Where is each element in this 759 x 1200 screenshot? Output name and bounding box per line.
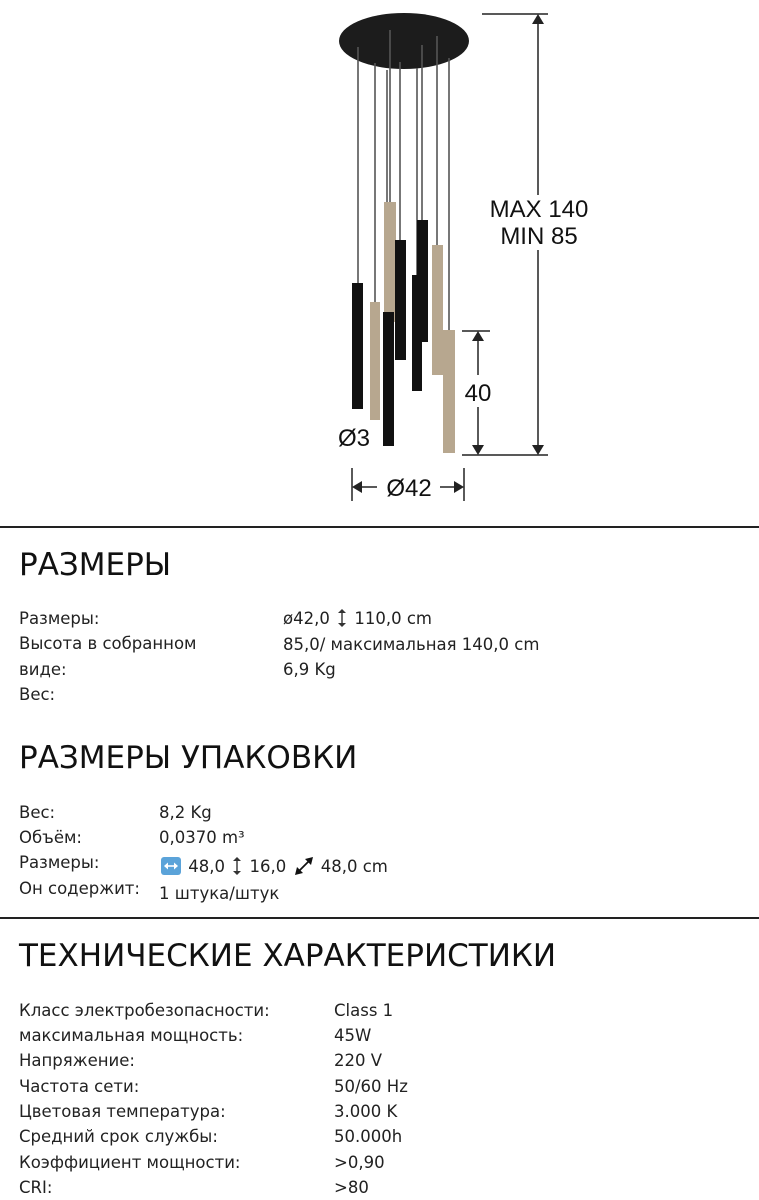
pkg-label-weight: Вес: (19, 803, 56, 822)
tech-value: Class 1 (334, 1001, 394, 1020)
pendant-lamp-drawing (0, 0, 759, 520)
width-arrow-icon (161, 857, 181, 875)
package-title: РАЗМЕРЫ УПАКОВКИ (19, 740, 358, 776)
dim-label-height: Высота в собранном (19, 634, 197, 653)
dim-label-size: Размеры: (19, 609, 100, 628)
tech-label: максимальная мощность: (19, 1026, 244, 1045)
tube-gold (432, 245, 443, 375)
tech-value: 220 V (334, 1051, 383, 1070)
tube-gold (384, 202, 396, 322)
dim-value-weight: 6,9 Kg (283, 660, 336, 679)
depth-arrow-icon (294, 857, 314, 875)
technical-title: ТЕХНИЧЕСКИЕ ХАРАКТЕРИСТИКИ (19, 938, 557, 974)
height-arrow-icon (337, 609, 347, 627)
tech-label: Напряжение: (19, 1051, 135, 1070)
tube-black (352, 283, 363, 409)
tube-length-label: 40 (464, 380, 492, 407)
tube-gold (443, 330, 455, 453)
size-diameter: ø42,0 (283, 609, 330, 628)
tech-value: >0,90 (334, 1153, 385, 1172)
size-height: 110,0 cm (354, 609, 432, 628)
tech-label: Цветовая температура: (19, 1102, 226, 1121)
tech-label: Класс электробезопасности: (19, 1001, 270, 1020)
height-label-max: MAX 140 (489, 196, 589, 223)
pkg-value-size (159, 854, 388, 879)
tech-value: 50.000h (334, 1127, 403, 1146)
pkg-value-volume: 0,0370 m³ (159, 828, 245, 847)
pkg-size-width: 48,0 (188, 857, 225, 876)
pkg-label-size: Размеры: (19, 853, 100, 872)
pkg-label-contains: Он содержит: (19, 879, 140, 898)
dimensions-title: РАЗМЕРЫ (19, 547, 172, 583)
divider (0, 526, 759, 528)
dim-label-weight: Вес: (19, 685, 56, 704)
pkg-value-weight: 8,2 Kg (159, 803, 212, 822)
height-arrow-icon (232, 857, 242, 875)
tech-label: Средний срок службы: (19, 1127, 218, 1146)
tube-gold (370, 302, 380, 420)
tech-value: 3.000 K (334, 1102, 398, 1121)
tube-black (412, 275, 422, 391)
pkg-size-height: 16,0 (249, 857, 287, 876)
tube-black (383, 312, 394, 446)
canopy-diameter-label: Ø42 (386, 475, 432, 502)
pkg-size-depth: 48,0 cm (320, 857, 388, 876)
height-label-min: MIN 85 (500, 223, 578, 250)
tech-label: Частота сети: (19, 1077, 140, 1096)
pendant-tubes (352, 202, 455, 453)
tube-diameter-label: Ø3 (338, 425, 371, 452)
tube-black (395, 240, 406, 360)
tech-label: Коэффициент мощности: (19, 1153, 241, 1172)
dim-label-height-cont: виде: (19, 660, 67, 679)
tech-value: >80 (334, 1178, 369, 1197)
dim-value-height: 85,0/ максимальная 140,0 cm (283, 635, 540, 654)
tech-value: 45W (334, 1026, 372, 1045)
pkg-label-volume: Объём: (19, 828, 82, 847)
tech-label: CRI: (19, 1178, 53, 1197)
tech-value: 50/60 Hz (334, 1077, 408, 1096)
divider (0, 917, 759, 919)
pkg-value-contains: 1 штука/штук (159, 884, 280, 903)
dim-value-size (283, 606, 432, 631)
